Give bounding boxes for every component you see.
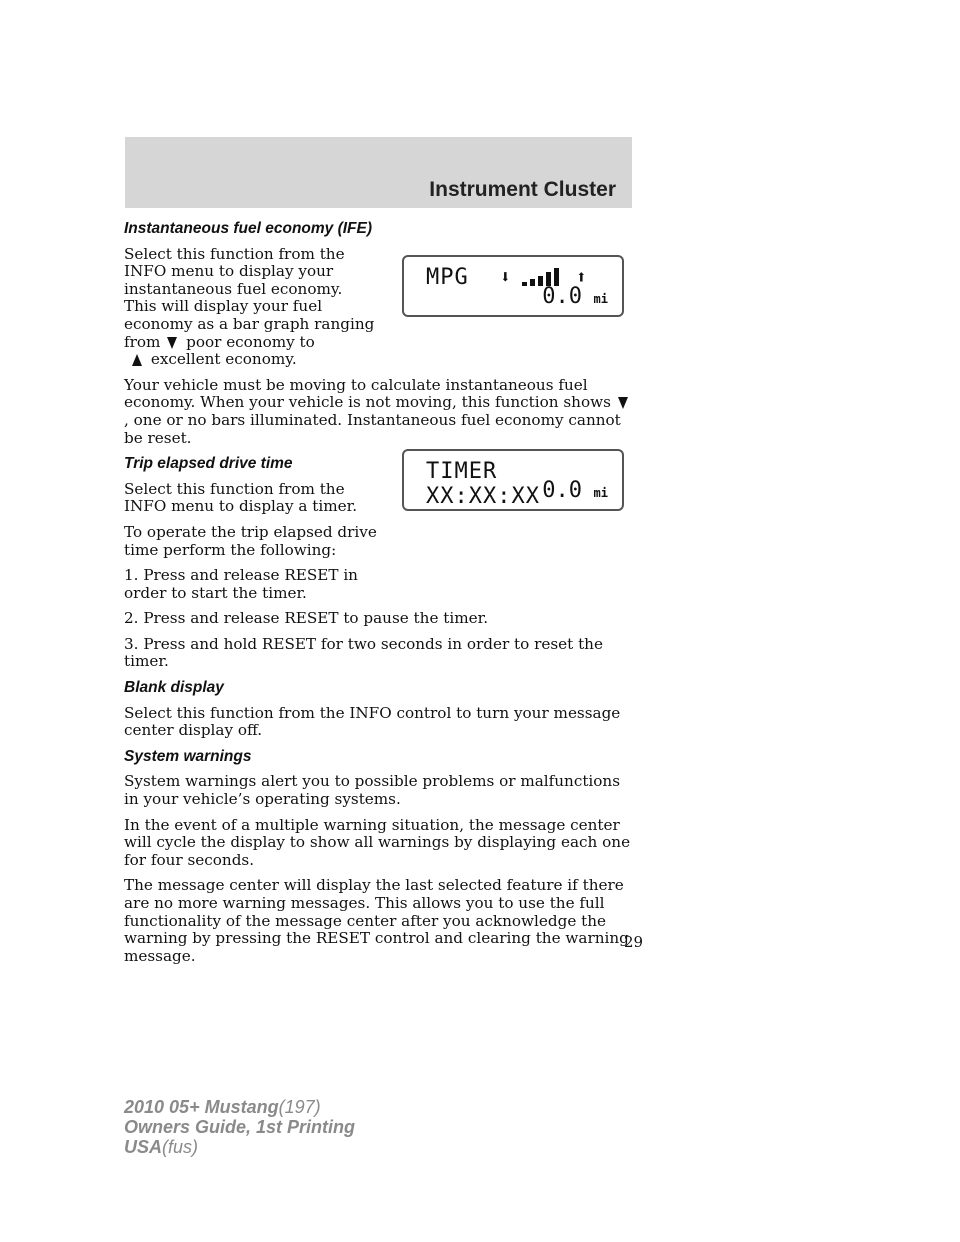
warnings-paragraph-2: In the event of a multiple warning situation, the message center will cycle the display to show all warnings by displaying each one for four seconds. [124, 815, 631, 869]
footer-market-code: (fus) [162, 1137, 199, 1157]
timer-step-2: 2. Press and release RESET to pause the timer. [124, 609, 489, 628]
timer-value: 0.0 [542, 478, 582, 503]
bar-2 [530, 279, 535, 286]
timer-step-1: 1. Press and release RESET in order to start the timer. [124, 566, 358, 602]
bar-1 [522, 282, 527, 286]
section-heading-blank: Blank display [124, 679, 224, 697]
section-heading-warnings: System warnings [124, 747, 252, 765]
blank-paragraph: Select this function from the INFO control to turn your message center display off. [124, 703, 621, 740]
footer-line-1 [124, 1097, 355, 1117]
arrow-down-icon: ⬇ [500, 267, 511, 288]
timer-unit: mi [593, 486, 608, 500]
footer [124, 1097, 355, 1157]
ife-text-b: poor economy to [186, 332, 315, 351]
footer-line-3 [124, 1137, 355, 1157]
ife-text-d: Your vehicle must be moving to calculate instantaneous fuel economy. When your vehicle is not moving, this function shows [124, 375, 611, 412]
timer-paragraph-1: Select this function from the INFO menu to display a timer. [124, 479, 358, 516]
section-heading-ife: Instantaneous fuel economy (IFE) [124, 220, 373, 237]
ife-paragraph-1 [124, 246, 379, 369]
section-heading-timer: Trip elapsed drive time [124, 455, 293, 473]
timer-paragraph-2: To operate the trip elapsed drive time perform the following: [124, 522, 377, 559]
arrow-up-icon: ⬆ [576, 267, 587, 288]
timer-step-3: 3. Press and hold RESET for two seconds in order to reset the timer. [124, 634, 603, 671]
page-number: 29 [624, 933, 644, 951]
warnings-paragraph-1: System warnings alert you to possible problems or malfunctions in your vehicle’s operating systems. [124, 772, 621, 809]
page-header-title: Instrument Cluster [429, 178, 616, 201]
footer-model: 2010 05+ Mustang [124, 1097, 279, 1117]
triangle-down-icon [167, 337, 177, 349]
footer-market: USA [124, 1137, 163, 1157]
timer-display [402, 449, 624, 511]
timer-label: TIMER XX:XX:XX [426, 459, 540, 509]
triangle-down-icon [618, 397, 628, 409]
ife-text-c: excellent economy. [150, 350, 297, 369]
ife-text-a: Select this function from the INFO menu to display your instantaneous fuel economy. This will display your fuel economy as a bar graph ranging from [124, 244, 375, 351]
mpg-label: MPG [426, 265, 469, 290]
ife-paragraph-2 [124, 377, 634, 447]
warnings-paragraph-3: The message center will display the last selected feature if there are no more warning messages. This allows you to use the full functionality of the message center after you acknowledge the warning by pressing the RESET control and clearing the warning message. [124, 876, 629, 965]
footer-line-2: Owners Guide, 1st Printing [124, 1117, 356, 1137]
footer-code: (197) [278, 1097, 321, 1117]
mpg-unit: mi [593, 292, 608, 306]
page-content [124, 220, 634, 973]
triangle-up-icon [132, 354, 142, 366]
ife-text-e: , one or no bars illuminated. Instantaneous fuel economy cannot be reset. [124, 410, 621, 447]
header-band [125, 137, 632, 208]
mpg-value: 0.0 [542, 284, 582, 309]
mpg-display [402, 255, 624, 317]
